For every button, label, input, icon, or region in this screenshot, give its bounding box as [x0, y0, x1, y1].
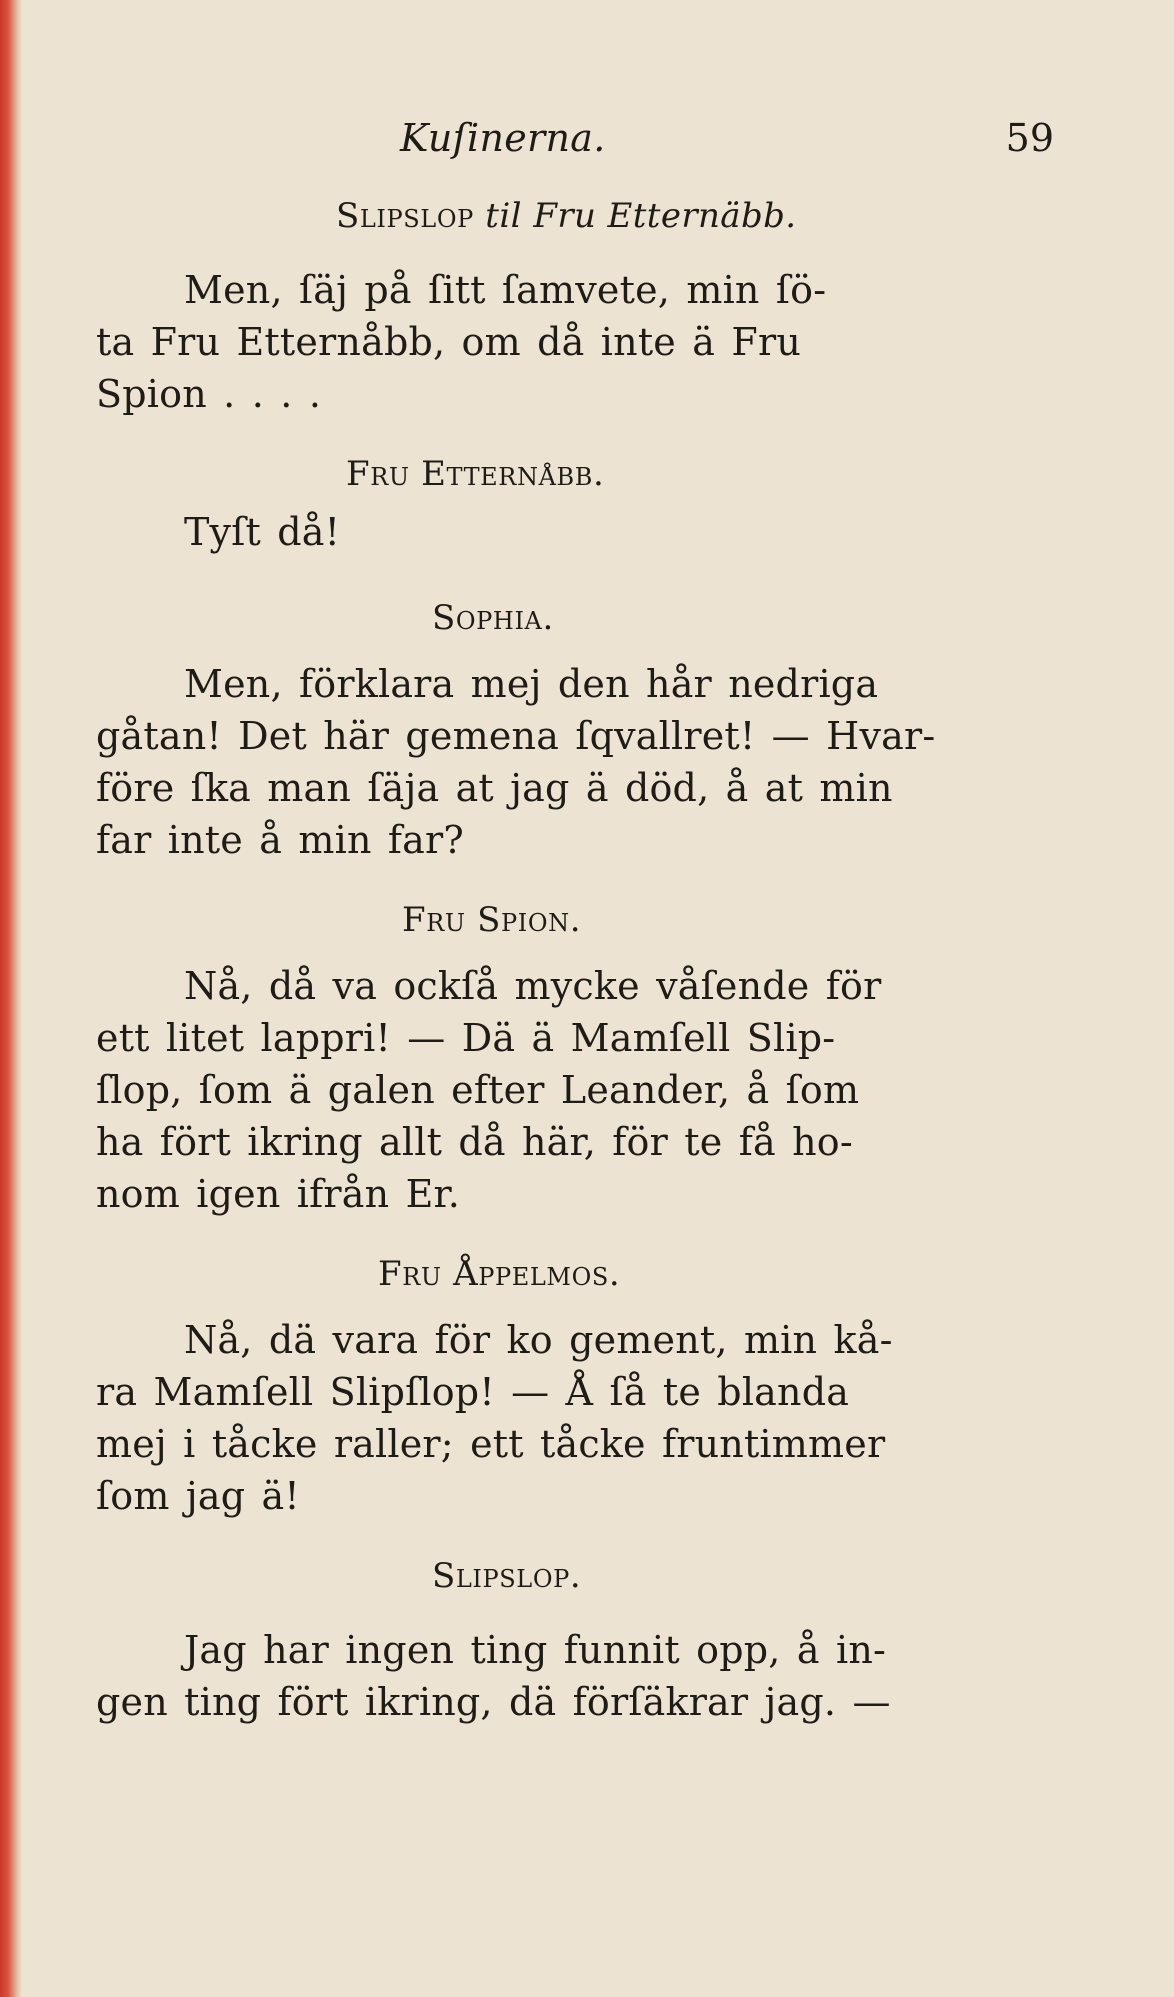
speech-line: Jag har ingen ting funnit opp, å in- — [184, 1628, 887, 1672]
play-text — [96, 190, 956, 1728]
speech-line: far inte å min far? — [96, 818, 464, 862]
speaker-heading: Fru Åppelmos. — [378, 1254, 621, 1294]
speaker-heading: Slipslop. — [432, 1556, 582, 1596]
speaker-heading: Fru Spion. — [402, 900, 582, 940]
speech-line: ſlop, ſom ä galen efter Leander, å ſom — [96, 1068, 860, 1112]
speaker-name: Slipslop — [336, 196, 474, 236]
speech-paragraph — [96, 960, 956, 1220]
running-title: Kuſinerna. — [400, 116, 606, 160]
speech-line: gen ting fört ikring, dä förſäkrar jag. — — [96, 1680, 891, 1724]
speaker-heading — [96, 190, 956, 242]
speech-line: Nå, dä vara för ko gement, min kå- — [184, 1318, 893, 1362]
speaker-heading: Sophia. — [432, 598, 554, 638]
speech-line: Spion . . . . — [96, 372, 322, 416]
speech-line: nom igen ifrån Er. — [96, 1172, 460, 1216]
speaker-to: til — [485, 196, 522, 236]
speech-line: Men, förklara mej den hår nedriga — [184, 662, 879, 706]
speech-line: ſom jag ä! — [96, 1474, 300, 1518]
speech-line: Nå, då va ockſå mycke våſende för — [184, 964, 882, 1008]
speech-line: Men, ſäj på ſitt ſamvete, min ſö- — [184, 268, 827, 312]
speech-line: mej i tåcke raller; ett tåcke fruntimmer — [96, 1422, 886, 1466]
speech-paragraph — [96, 1624, 956, 1728]
speech-paragraph — [96, 658, 956, 866]
speech-paragraph — [96, 264, 956, 420]
speech-line: Tyſt då! — [184, 510, 341, 554]
speech-paragraph — [96, 1314, 956, 1522]
speech-line: ha fört ikring allt då här, för te få ho- — [96, 1120, 853, 1164]
running-head — [100, 116, 1054, 166]
speech-paragraph — [96, 506, 956, 558]
speech-line: gåtan! Det här gemena ſqvallret! — Hvar- — [96, 714, 936, 758]
page-number: 59 — [1005, 116, 1054, 160]
speaker-addressee: Fru Etternäbb. — [533, 196, 797, 236]
speaker-heading: Fru Etternåbb. — [346, 454, 605, 494]
speech-line: ett litet lappri! — Dä ä Mamſell Slip- — [96, 1016, 836, 1060]
speech-line: ta Fru Etternåbb, om då inte ä Fru — [96, 320, 802, 364]
speech-line: ra Mamſell Slipſlop! — Å ſå te blanda — [96, 1370, 850, 1414]
speech-line: före ſka man ſäja at jag ä död, å at min — [96, 766, 893, 810]
